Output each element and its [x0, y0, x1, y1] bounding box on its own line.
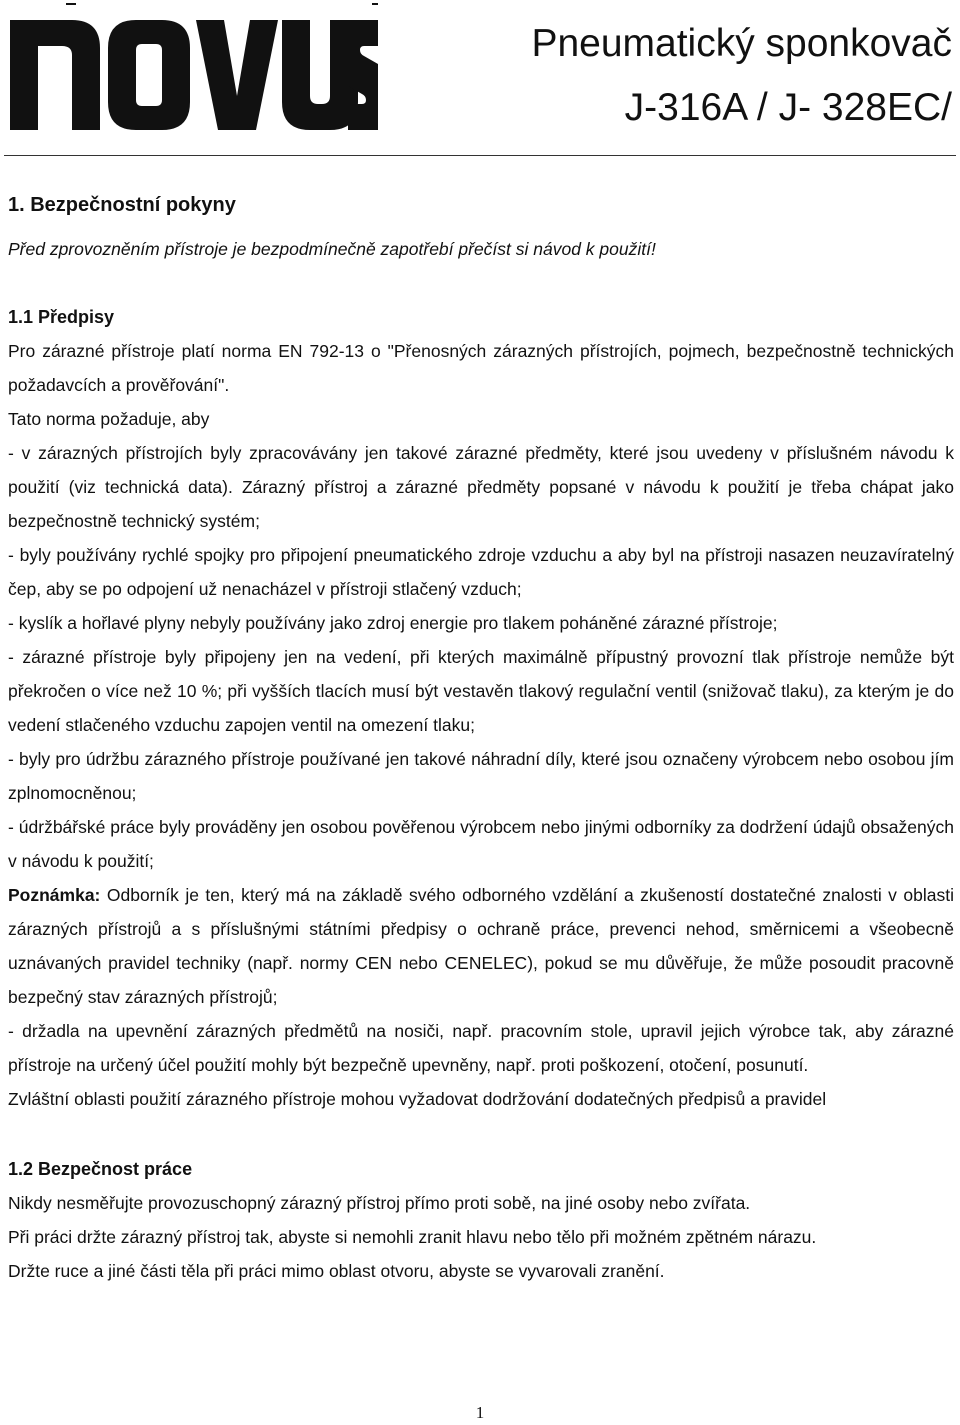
list-item: - byly používány rychlé spojky pro připojení pneumatického zdroje vzduchu a aby byl na přístroji nasazen neuzavíratelný čep, aby se po odpojení už nenacházel v přístroji stlačený vzduch; — [8, 545, 954, 599]
list-item: - údržbářské práce byly prováděny jen osobou pověřenou výrobcem nebo jinými odborníky za dodržení údajů obsažených v návodu k použití; — [8, 817, 954, 871]
list-item: - zárazné přístroje byly připojeny jen na vedení, při kterých maximálně přípustný provozní tlak přístroje nemůže být překročen o více než 10 %; při vyšších tlacích musí být vestavěn tlakový regulační ventil (snižovač tlaku), za kterým je do vedení stlačeného vzduchu zapojen ventil na omezení tlaku; — [8, 647, 954, 735]
document-title: Pneumatický sponkovač — [531, 22, 952, 65]
note-label: Poznámka: — [8, 885, 101, 905]
list-item: - držadla na upevnění zárazných předmětů na nosiči, např. pracovním stole, upravil jejich výrobce tak, aby zárazné přístroje na určený účel použití mohly být bezpečně upevněny, např. proti poškození, otočení, posunutí. — [8, 1021, 954, 1075]
paragraph: Nikdy nesměřujte provozuschopný zárazný přístroj přímo proti sobě, na jiné osoby nebo zvířata. — [8, 1193, 751, 1213]
section-1-intro: Před zprovozněním přístroje je bezpodmínečně zapotřebí přečíst si návod k použití! — [8, 239, 656, 259]
note-paragraph — [8, 878, 954, 1014]
paragraph: Držte ruce a jiné části těla při práci mimo oblast otvoru, abyste se vyvarovali zranění. — [8, 1261, 665, 1281]
section-1-heading: 1. Bezpečnostní pokyny — [8, 194, 236, 216]
list-item: - kyslík a hořlavé plyny nebyly používány jako zdroj energie pro tlakem poháněné zárazné přístroje; — [8, 613, 778, 633]
list-item: - v zárazných přístrojích byly zpracovávány jen takové zárazné předměty, které jsou uvedeny v příslušném návodu k použití (viz technická data). Zárazný přístroj a zárazné předměty popsané v návodu k použití je třeba chápat jako bezpečnostně technický systém; — [8, 443, 954, 531]
page-number: 1 — [475, 1403, 485, 1422]
paragraph: Tato norma požaduje, aby — [8, 409, 210, 429]
paragraph: Při práci držte zárazný přístroj tak, abyste si nemohli zranit hlavu nebo tělo při možném zpětném nárazu. — [8, 1227, 817, 1247]
header-divider — [4, 155, 956, 156]
note-text: Odborník je ten, který má na základě svého odborného vzdělání a zkušeností dostatečné znalosti v oblasti zárazných přístrojů a s příslušnými státními předpisy o ochraně práce, prevenci nehod, směrnicemi a všeobecně uznávaných pravidel techniky (např. normy CEN nebo CENELEC), pokud se mu důvěřuje, že může posoudit pracovně bezpečný stav zárazných přístrojů; — [8, 885, 954, 1007]
paragraph: Zvláštní oblasti použití zárazného přístroje mohou vyžadovat dodržování dodatečných předpisů a pravidel — [8, 1089, 827, 1109]
list-item: - byly pro údržbu zárazného přístroje používané jen takové náhradní díly, které jsou označeny výrobcem nebo osobou jím zplnomocněnou; — [8, 749, 954, 803]
document-body — [8, 190, 954, 1288]
section-1-2-heading: 1.2 Bezpečnost práce — [8, 1159, 193, 1179]
model-number: J-316A / J- 328EC/ — [624, 86, 952, 129]
novus-logo — [4, 0, 378, 136]
paragraph: Pro zárazné přístroje platí norma EN 792-13 o "Přenosných zárazných přístrojích, pojmech, bezpečnostně technických požadavcích a prověřování". — [8, 341, 954, 395]
section-1-1-heading: 1.1 Předpisy — [8, 307, 115, 327]
